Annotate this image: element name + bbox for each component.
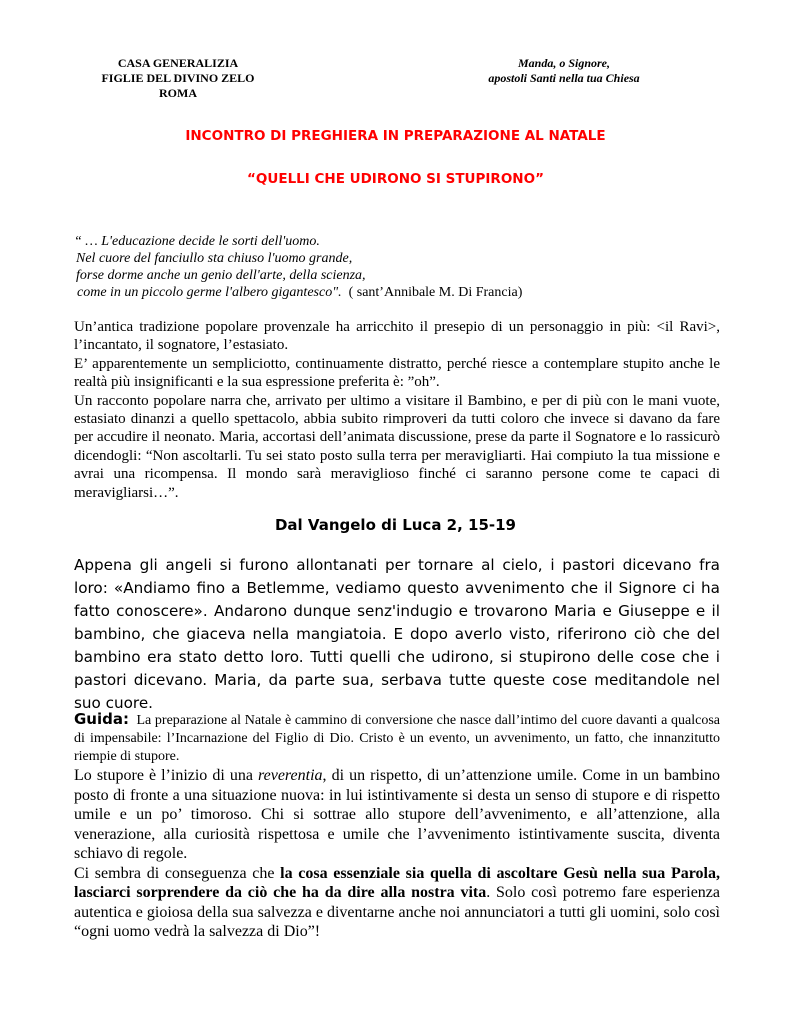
header-motto-line: Manda, o Signore, (517, 56, 611, 70)
guide-text: Lo stupore è l’inizio di una (74, 767, 258, 784)
guide-bold: la cosa essenziale sia quella di ascoltare Gesù nella sua Parola, lasciarci sorprendere da ciò che ha da dire alla nostra vita (74, 864, 721, 901)
guide-paragraph (74, 766, 720, 864)
header-institution-line: ROMA (159, 86, 197, 100)
quote-line-last (74, 284, 714, 301)
intro-paragraph: Un’antica tradizione popolare provenzale ha arricchito il presepio di un personaggio in più: <il Ravi>, l’incantato, il sognatore, l’estasiato. (74, 319, 720, 354)
header-motto-line: apostoli Santi nella tua Chiesa (488, 71, 640, 85)
guide-text: . Solo così potremo fare esperienza autentica e gioiosa della sua salvezza e diventarne anche noi annunciatori a tutti gli uomini, solo così “ogni uomo vedrà la salvezza di Dio”! (74, 884, 720, 940)
quote-line: “ … L'educazione decide le sorti dell'uomo. (74, 234, 320, 249)
gospel-title: Dal Vangelo di Luca 2, 15-19 (274, 516, 516, 534)
document-subtitle: “QUELLI CHE UDIRONO SI STUPIRONO” (247, 171, 544, 187)
quote-line: forse dorme anche un genio dell'arte, della scienza, (76, 268, 366, 283)
guide-paragraph (74, 864, 720, 942)
guide-text: La preparazione al Natale è cammino di conversione che nasce dall’intimo del cuore davanti a qualcosa di impensabile: l’Incarnazione del Figlio di Dio. Cristo è un evento, un avvenimento, un fatto, che innanzitutto riempie di stupore. (74, 713, 721, 764)
header-institution-line: FIGLIE DEL DIVINO ZELO (101, 71, 255, 85)
guide-emphasis: reverentia (257, 767, 323, 784)
guide-section (74, 710, 720, 942)
intro-section (74, 318, 720, 502)
opening-quote (74, 233, 714, 301)
header-motto (464, 56, 664, 86)
guide-text: , di un rispetto, di un’attenzione umile. Come in un bambino posto di fronte a una situazione nuova: in lui istintivamente si desta un senso di stupore e di rispetto umile e un po’ timoroso. Chi si sottrae allo stupore dell’avvenimento, e all’attenzione, alla venerazione, alla curiosità rispettosa e umile che l’avvenimento istintivamente suscita, diventa schiavo di regole. (74, 767, 721, 862)
document-title: INCONTRO DI PREGHIERA IN PREPARAZIONE AL NATALE (185, 128, 606, 144)
quote-line: Nel cuore del fanciullo sta chiuso l'uomo grande, (76, 251, 353, 266)
header-institution (78, 56, 278, 101)
quote-line: come in un piccolo germe l'albero gigantesco". (77, 285, 342, 300)
quote-attribution (342, 285, 523, 300)
guide-paragraph (74, 710, 720, 766)
intro-paragraph: E’ apparentemente un sempliciotto, continuamente distratto, perché riesce a contemplare stupito anche le realtà più insignificanti e la sua espressione preferita è: ”oh”. (74, 355, 720, 391)
guide-label: Guida: (74, 710, 129, 728)
gospel-text: Appena gli angeli si furono allontanati per tornare al cielo, i pastori dicevano fra loro: «Andiamo fino a Betlemme, vediamo questo avvenimento che il Signore ci ha fatto conoscere». Andarono dunque senz'indugio e trovarono Maria e Giuseppe e il bambino, che giaceva nella mangiatoia. E dopo averlo visto, riferirono ciò che del bambino era stato detto loro. Tutti quelli che udirono, si stupirono delle cose che i pastori dicevano. Maria, da parte sua, serbava tutte queste cose meditandole nel suo cuore. (74, 556, 720, 712)
guide-text: Ci sembra di conseguenza che (74, 864, 281, 882)
intro-paragraph: Un racconto popolare narra che, arrivato per ultimo a visitare il Bambino, e per di più con le mani vuote, estasiato dinanzi a quello spettacolo, abbia subito rimproveri da tutti coloro che invece si davano da fare per accudire il neonato. Maria, accortasi dell’animata discussione, prese da parte il Sognatore e lo rassicurò dicendogli: “Non ascoltarli. Tu sei stato posto sulla terra per meravigliarti. Hai compiuto la tua missione e avrai una ricompensa. Il mondo sarà meraviglioso finché ci saranno persone come te capaci di meravigliarsi…”. (74, 392, 720, 501)
header-institution-line: CASA GENERALIZIA (117, 56, 239, 70)
quote-attribution-text: ( sant’Annibale M. Di Francia) (348, 285, 523, 300)
